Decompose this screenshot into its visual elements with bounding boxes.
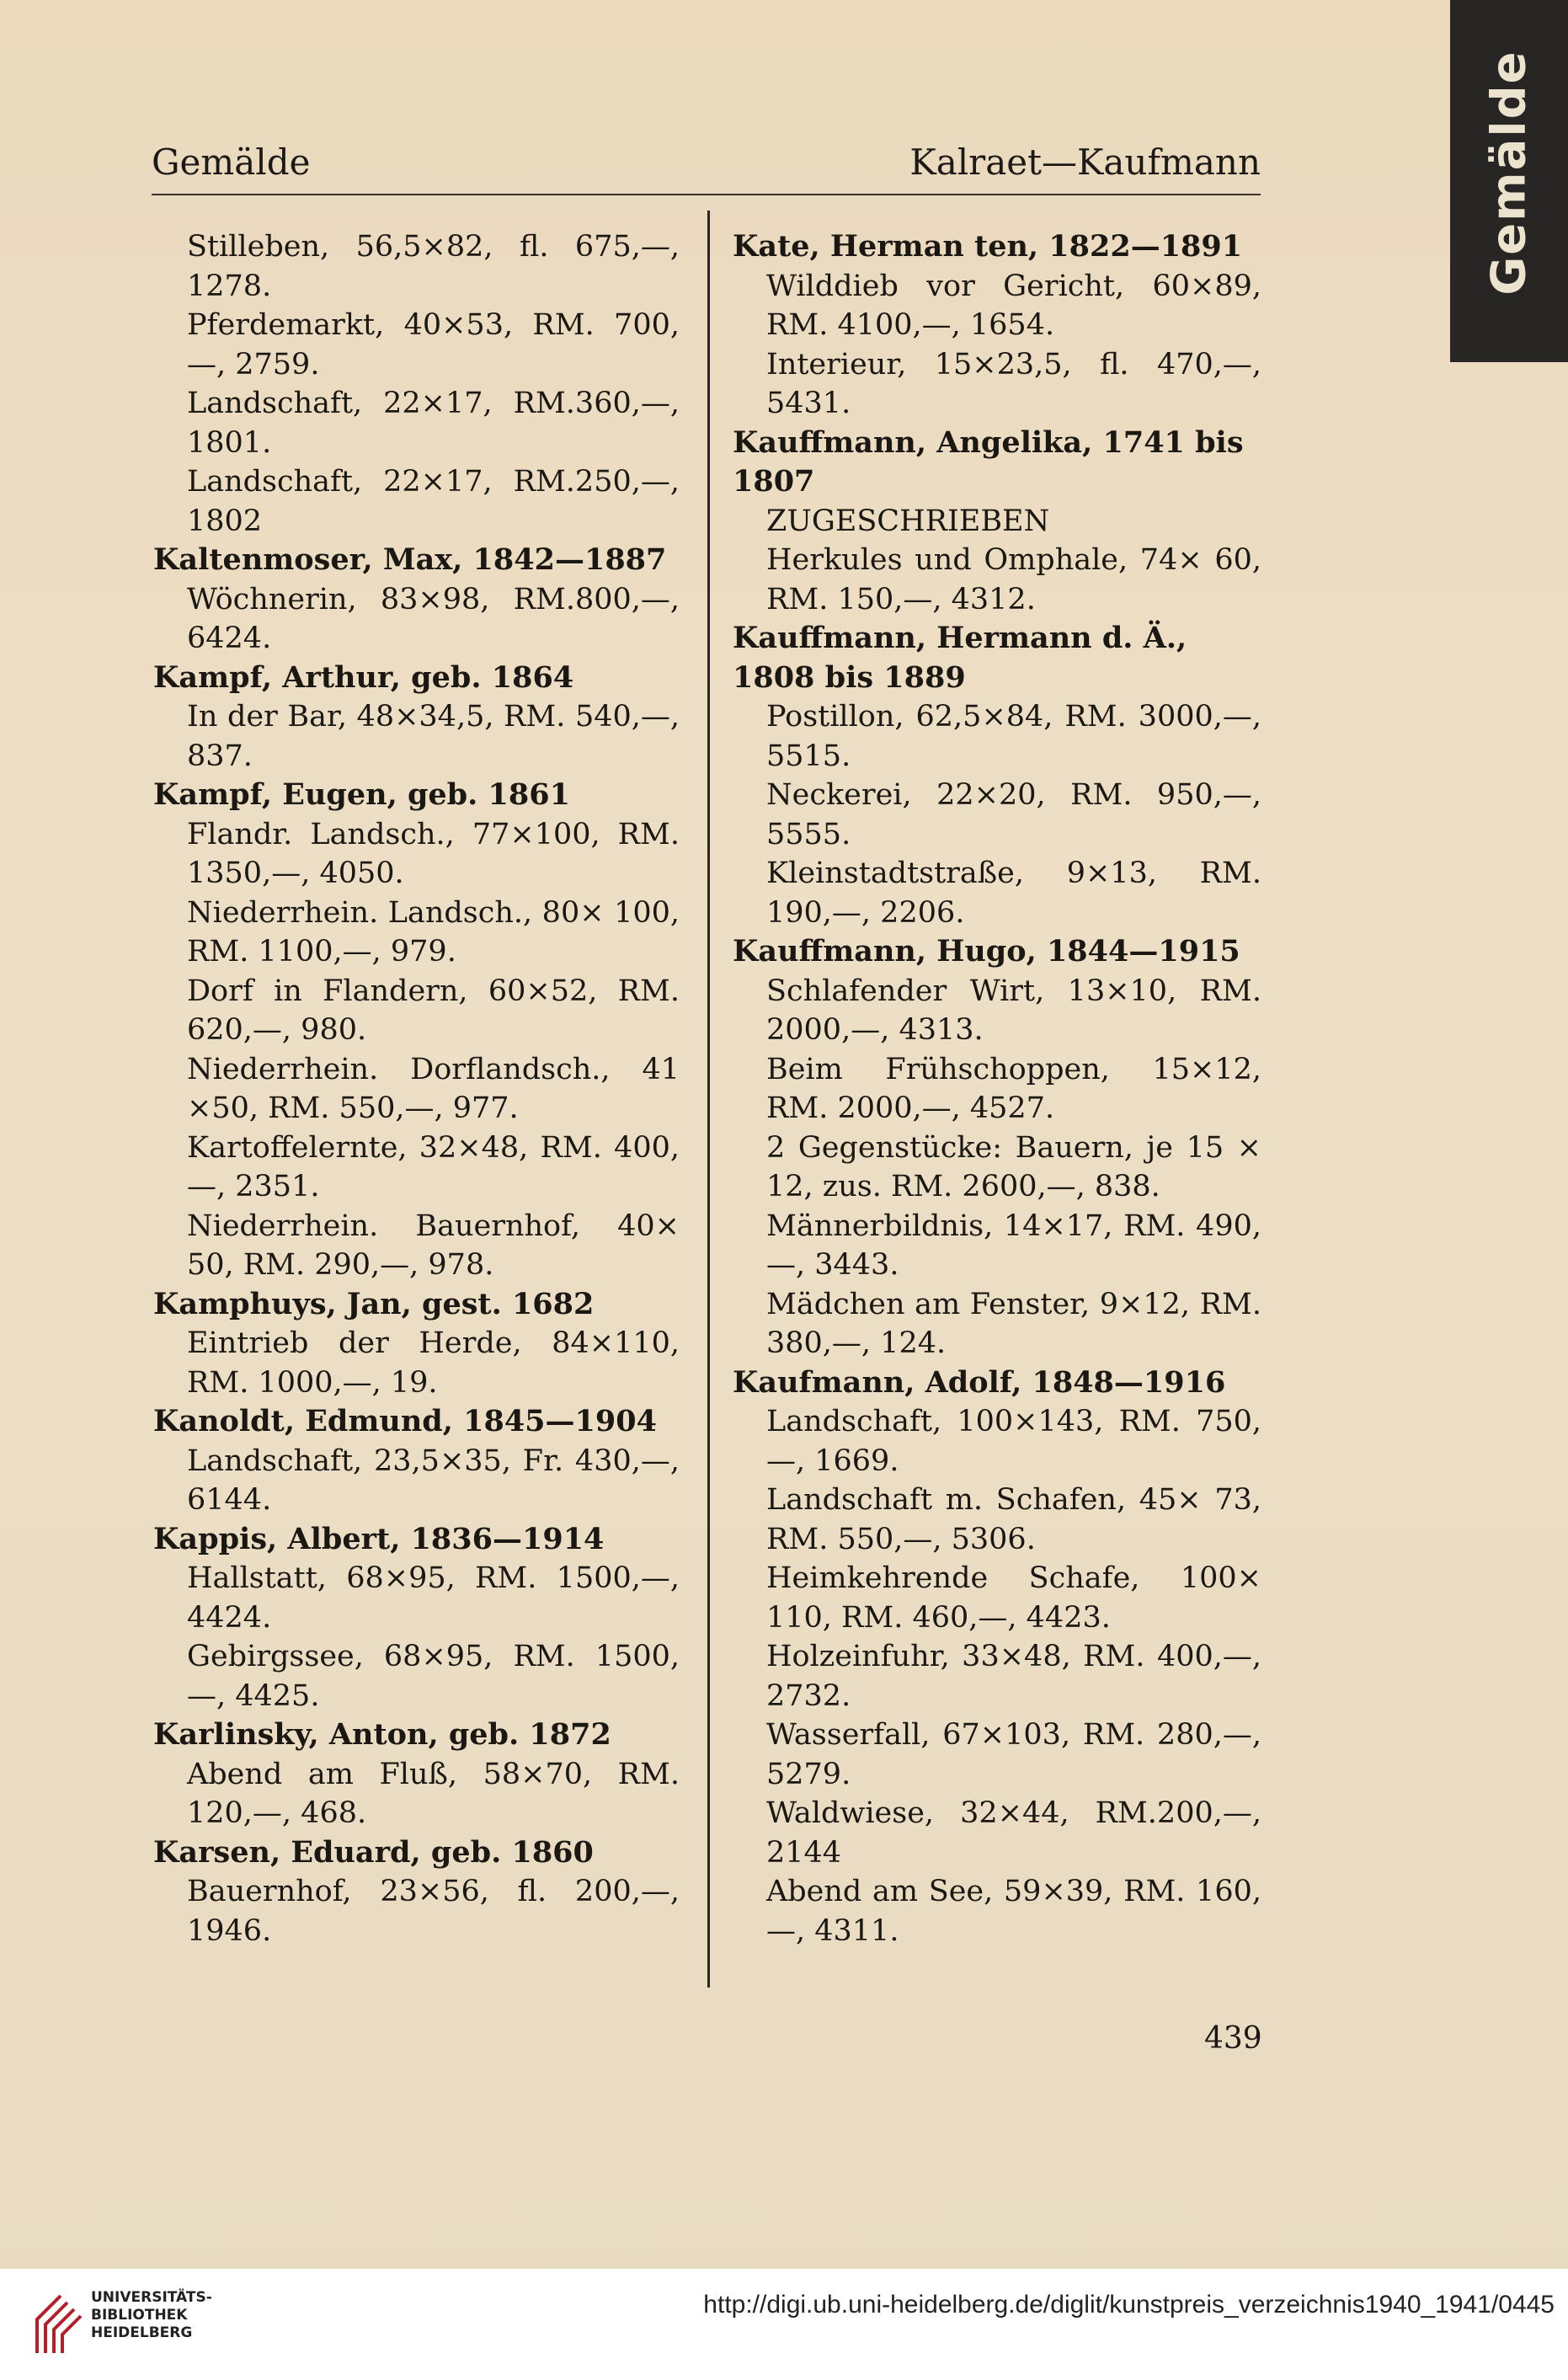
work-entry: Wöchnerin, 83×98, RM.800,—, 6424. xyxy=(187,582,680,655)
footer-bar xyxy=(0,2269,1568,2380)
header-rule xyxy=(152,194,1261,195)
work-entry: Flandr. Landsch., 77×100, RM. 1350,—, 4050. xyxy=(187,817,680,890)
logo-line: HEIDELBERG xyxy=(91,2324,193,2341)
work-entry: Abend am See, 59×39, RM. 160,—, 4311. xyxy=(766,1875,1261,1948)
artist-heading: Karlinsky, Anton, geb. 1872 xyxy=(153,1717,611,1752)
work-entry: Herkules und Omphale, 74× 60, RM. 150,—, 4312. xyxy=(766,543,1261,616)
logo-line: BIBLIOTHEK xyxy=(91,2307,188,2324)
work-entry: Landschaft, 22×17, RM.360,—, 1801. xyxy=(187,387,680,460)
work-entry: Heimkehrende Schafe, 100× 110, RM. 460,—, 4423. xyxy=(766,1561,1261,1635)
library-logo-icon xyxy=(32,2286,86,2358)
right-column xyxy=(733,227,1261,1950)
artist-heading: Kauffmann, Hugo, 1844—1915 xyxy=(733,934,1240,969)
work-entry: Kleinstadtstraße, 9×13, RM. 190,—, 2206. xyxy=(766,856,1261,930)
section-tab xyxy=(1450,0,1568,362)
work-entry: Landschaft m. Schafen, 45× 73, RM. 550,—, 5306. xyxy=(766,1483,1261,1556)
page-number: 439 xyxy=(1204,2021,1262,2056)
logo-line: UNIVERSITÄTS- xyxy=(91,2289,212,2306)
work-entry: Wasserfall, 67×103, RM. 280,—, 5279. xyxy=(766,1718,1261,1791)
artist-heading: Kaufmann, Adolf, 1848—1916 xyxy=(733,1364,1226,1400)
artist-heading: Kappis, Albert, 1836—1914 xyxy=(153,1521,605,1556)
source-url-link[interactable]: http://digi.ub.uni-heidelberg.de/diglit/kunstpreis_verzeichnis1940_1941/0445 xyxy=(703,2291,1555,2319)
artist-heading: Kaltenmoser, Max, 1842—1887 xyxy=(153,542,667,577)
work-entry: Holzeinfuhr, 33×48, RM. 400,—, 2732. xyxy=(766,1640,1261,1713)
artist-heading: Kamphuys, Jan, gest. 1682 xyxy=(153,1286,595,1321)
artist-heading: Kampf, Arthur, geb. 1864 xyxy=(153,659,574,695)
work-entry: Landschaft, 22×17, RM.250,—, 1802 xyxy=(187,465,680,538)
artist-heading: Karsen, Eduard, geb. 1860 xyxy=(153,1834,594,1870)
work-entry: Wilddieb vor Gericht, 60×89, RM. 4100,—, 1654. xyxy=(766,269,1261,342)
artist-heading: Kauffmann, Angelika, 1741 bis 1807 xyxy=(733,424,1244,499)
work-entry: Schlafender Wirt, 13×10, RM. 2000,—, 4313. xyxy=(766,974,1261,1047)
running-head-right: Kalraet—Kaufmann xyxy=(909,141,1261,183)
work-entry: Waldwiese, 32×44, RM.200,—, 2144 xyxy=(766,1796,1261,1870)
work-entry: Beim Frühschoppen, 15×12, RM. 2000,—, 4527. xyxy=(766,1052,1261,1125)
work-entry: Neckerei, 22×20, RM. 950,—, 5555. xyxy=(766,778,1261,851)
library-logo-text xyxy=(91,2289,212,2342)
work-entry: Postillon, 62,5×84, RM. 3000,—, 5515. xyxy=(766,700,1261,773)
work-entry: Interieur, 15×23,5, fl. 470,—, 5431. xyxy=(766,347,1261,420)
work-entry: Männerbildnis, 14×17, RM. 490,—, 3443. xyxy=(766,1209,1261,1282)
work-entry: ZUGESCHRIEBEN xyxy=(766,504,1050,538)
column-divider xyxy=(707,211,710,1988)
work-entry: 2 Gegenstücke: Bauern, je 15 × 12, zus. RM. 2600,—, 838. xyxy=(766,1130,1261,1203)
work-entry: Niederrhein. Bauernhof, 40× 50, RM. 290,—, 978. xyxy=(187,1209,680,1282)
left-column xyxy=(153,227,680,1950)
running-head-left: Gemälde xyxy=(152,141,311,183)
artist-heading: Kauffmann, Hermann d. Ä., 1808 bis 1889 xyxy=(733,621,1187,695)
work-entry: Niederrhein. Landsch., 80× 100, RM. 1100,—, 979. xyxy=(187,895,680,969)
artist-heading: Kanoldt, Edmund, 1845—1904 xyxy=(153,1404,657,1438)
artist-heading: Kampf, Eugen, geb. 1861 xyxy=(153,777,570,812)
work-entry: Hallstatt, 68×95, RM. 1500,—, 4424. xyxy=(187,1561,680,1635)
work-entry: Eintrieb der Herde, 84×110, RM. 1000,—, 19. xyxy=(187,1326,680,1400)
work-entry: Landschaft, 100×143, RM. 750,—, 1669. xyxy=(766,1405,1261,1478)
artist-heading: Kate, Herman ten, 1822—1891 xyxy=(733,229,1243,264)
work-entry: Dorf in Flandern, 60×52, RM. 620,—, 980. xyxy=(187,974,680,1047)
work-entry: Kartoffelernte, 32×48, RM. 400,—, 2351. xyxy=(187,1130,680,1203)
work-entry: Niederrhein. Dorflandsch., 41 ×50, RM. 550,—, 977. xyxy=(187,1052,680,1125)
work-entry: Bauernhof, 23×56, fl. 200,—, 1946. xyxy=(187,1875,680,1948)
work-entry: Mädchen am Fenster, 9×12, RM. 380,—, 124. xyxy=(766,1287,1261,1360)
work-entry: Pferdemarkt, 40×53, RM. 700,—, 2759. xyxy=(187,308,680,382)
work-entry: Stilleben, 56,5×82, fl. 675,—, 1278. xyxy=(187,230,680,303)
work-entry: In der Bar, 48×34,5, RM. 540,—, 837. xyxy=(187,700,680,773)
work-entry: Abend am Fluß, 58×70, RM. 120,—, 468. xyxy=(187,1757,680,1830)
work-entry: Landschaft, 23,5×35, Fr. 430,—, 6144. xyxy=(187,1443,680,1517)
work-entry: Gebirgssee, 68×95, RM. 1500,—, 4425. xyxy=(187,1640,680,1713)
section-tab-label: Gemälde xyxy=(1481,50,1537,296)
